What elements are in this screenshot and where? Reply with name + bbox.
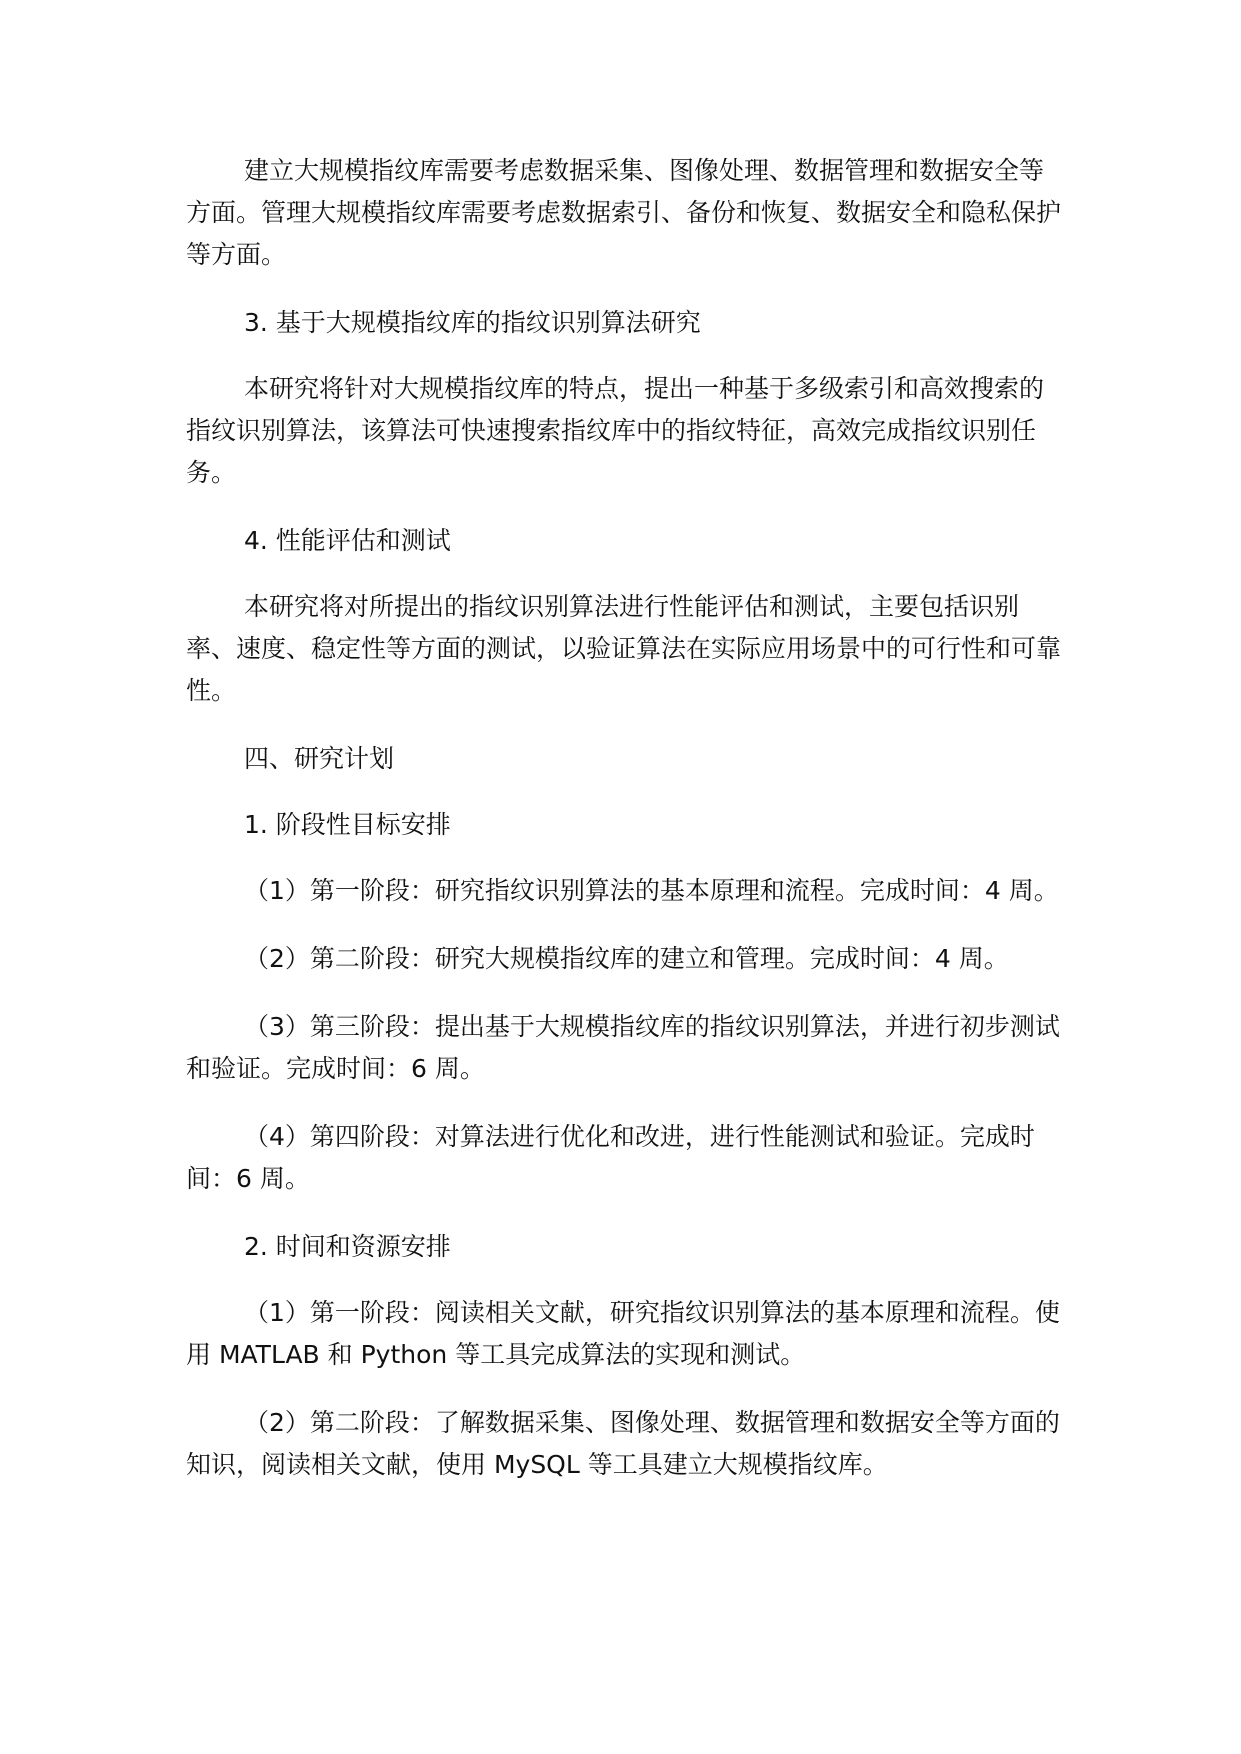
stage-4-goal: （4）第四阶段：对算法进行优化和改进，进行性能测试和验证。完成时间：6 周。 <box>186 1122 1035 1193</box>
stage-2-resources: （2）第二阶段：了解数据采集、图像处理、数据管理和数据安全等方面的知识，阅读相关文献，使用 MySQL 等工具建立大规模指纹库。 <box>186 1408 1060 1479</box>
document-body <box>186 150 1066 1512</box>
stage-3-goal: （3）第三阶段：提出基于大规模指纹库的指纹识别算法，并进行初步测试和验证。完成时间：6 周。 <box>186 1012 1060 1083</box>
stage-1-goal: （1）第一阶段：研究指纹识别算法的基本原理和流程。完成时间：4 周。 <box>244 876 1059 905</box>
paragraph-performance-test: 本研究将对所提出的指纹识别算法进行性能评估和测试，主要包括识别率、速度、稳定性等方面的测试，以验证算法在实际应用场景中的可行性和可靠性。 <box>186 592 1062 705</box>
paragraph-algorithm-research: 本研究将针对大规模指纹库的特点，提出一种基于多级索引和高效搜索的指纹识别算法，该算法可快速搜索指纹库中的指纹特征，高效完成指纹识别任务。 <box>186 374 1045 487</box>
stage-1-resources: （1）第一阶段：阅读相关文献，研究指纹识别算法的基本原理和流程。使用 MATLAB 和 Python 等工具完成算法的实现和测试。 <box>186 1298 1060 1369</box>
subheading-stage-goals: 1. 阶段性目标安排 <box>244 810 451 839</box>
section-heading-4: 4. 性能评估和测试 <box>244 526 451 555</box>
subheading-time-resources: 2. 时间和资源安排 <box>244 1232 451 1261</box>
stage-2-goal: （2）第二阶段：研究大规模指纹库的建立和管理。完成时间：4 周。 <box>244 944 1009 973</box>
paragraph-fingerprint-db-build: 建立大规模指纹库需要考虑数据采集、图像处理、数据管理和数据安全等方面。管理大规模指纹库需要考虑数据索引、备份和恢复、数据安全和隐私保护等方面。 <box>186 156 1062 269</box>
section-heading-3: 3. 基于大规模指纹库的指纹识别算法研究 <box>244 308 701 337</box>
chapter-heading-research-plan: 四、研究计划 <box>244 744 395 773</box>
